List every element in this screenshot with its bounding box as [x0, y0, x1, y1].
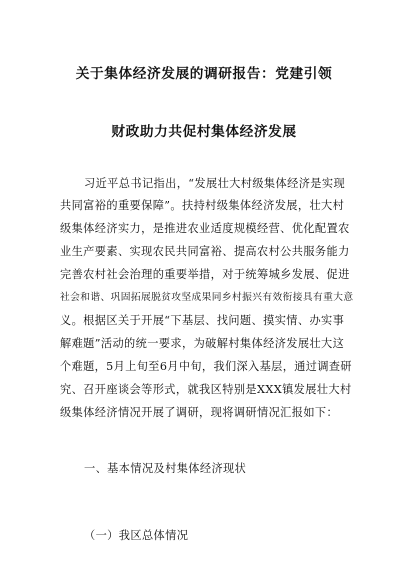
paragraph-line: 级集体经济实力，是推进农业适度规模经营、优化配置农	[60, 222, 350, 235]
paragraph-line: 解难题”活动的统一要求，为破解村集体经济发展壮大这	[60, 337, 345, 350]
paragraph-line: 究、召开座谈会等形式，就我区特别是XXX镇发展壮大村	[60, 383, 352, 396]
subsection-heading: （一）我区总体情况	[84, 529, 189, 542]
paragraph-line: 共同富裕的重要保障”。扶持村级集体经济发展，壮大村	[60, 199, 345, 212]
paragraph-line: 个难题，5月上旬至6月中旬，我们深入基层，通过调查研	[60, 360, 352, 373]
paragraph-line: 完善农村社会治理的重要举措，对于统筹城乡发展、促进	[60, 268, 350, 281]
paragraph-line: 级集体经济情况开展了调研，现将调研情况汇报如下：	[60, 406, 339, 419]
section-heading: 一、基本情况及村集体经济现状	[84, 462, 247, 475]
paragraph-line: 义。根据区关于开展“下基层、找问题、摸实情、办实事	[60, 314, 345, 327]
paragraph-line: 业生产要素、实现农民共同富裕、提高农村公共服务能力	[60, 245, 350, 258]
paragraph-line: 社会和谐、巩固拓展脱贫攻坚成果同乡村振兴有效衔接具有重大意	[60, 292, 354, 303]
document-title-line-1: 关于集体经济发展的调研报告：党建引领	[75, 66, 333, 82]
document-title-line-2: 财政助力共促村集体经济发展	[111, 124, 297, 140]
paragraph-line: 习近平总书记指出，“发展壮大村级集体经济是实现	[84, 177, 346, 190]
